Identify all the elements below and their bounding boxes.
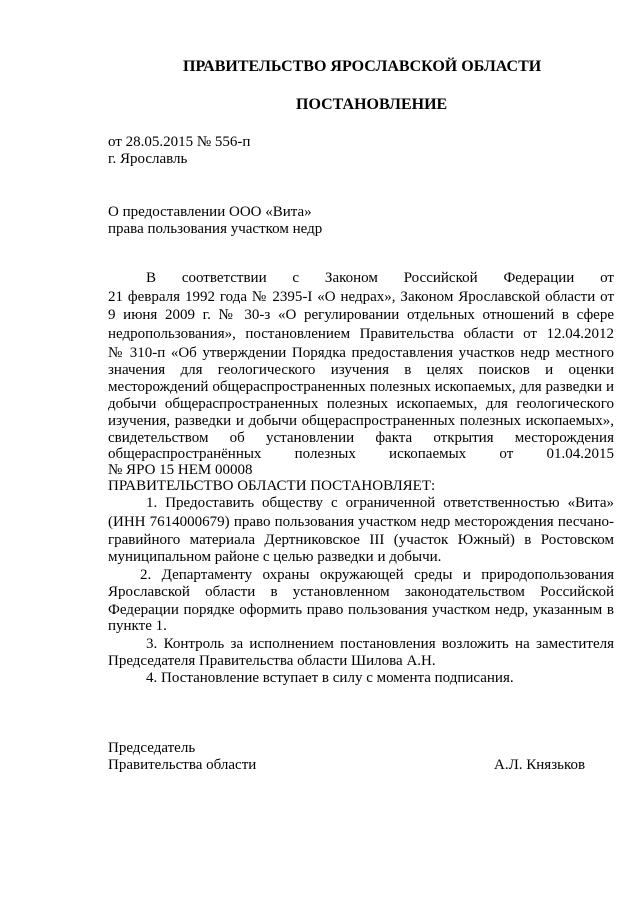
preamble-line-last: № ЯРО 15 НЕМ 00008: [108, 462, 253, 478]
preamble-line: общераспространённых полезных ископаемых от 01.04.2015: [108, 446, 614, 462]
item2-line: Ярославской области в установленном законодательством Российской: [108, 584, 614, 600]
item1-line: 1. Предоставить обществу с ограниченной ответственностью «Вита»: [146, 495, 614, 511]
subject-line-2: права пользования участком недр: [108, 221, 323, 237]
preamble-line: изучения, разведки и добычи общераспространенных полезных ископаемых»,: [108, 413, 614, 429]
resolves-heading: ПРАВИТЕЛЬСТВО ОБЛАСТИ ПОСТАНОВЛЯЕТ:: [108, 478, 436, 494]
preamble-line: № 310-п «Об утверждении Порядка предоставления участков недр местного: [108, 345, 614, 361]
item3-line: 3. Контроль за исполнением постановления возложить на заместителя: [146, 636, 614, 652]
item1-line: (ИНН 7614000679) право пользования участком недр месторождения песчано-: [108, 514, 614, 530]
item1-line-last: муниципальном районе с целью разведки и добычи.: [108, 549, 442, 565]
preamble-line: недропользования», постановлением Правительства области от 12.04.2012: [108, 326, 614, 342]
preamble-line: В соответствии с Законом Российской Федерации от: [146, 270, 614, 286]
date-number: от 28.05.2015 № 556-п: [108, 134, 251, 150]
preamble-line: свидетельством об установлении факта открытия месторождения: [108, 430, 614, 446]
signature-title-1: Председатель: [108, 740, 196, 756]
preamble-line: 9 июня 2009 г. № 30-з «О регулировании отдельных отношений в сфере: [108, 307, 614, 323]
item1-line: гравийного материала Дертниковское III (участок Южный) в Ростовском: [108, 532, 614, 548]
signature-name: А.Л. Князьков: [494, 757, 586, 773]
org-heading: ПРАВИТЕЛЬСТВО ЯРОСЛАВСКОЙ ОБЛАСТИ: [183, 58, 542, 75]
item4-line: 4. Постановление вступает в силу с момента подписания.: [146, 670, 514, 686]
item2-line: 2. Департаменту охраны окружающей среды и природопользования: [140, 567, 614, 583]
preamble-line: 21 февраля 1992 года № 2395-I «О недрах», Законом Ярославской области от: [108, 289, 614, 305]
preamble-line: значения для геологического изучения в целях поисков и оценки: [108, 362, 614, 378]
preamble-line: добычи общераспространенных полезных ископаемых, для геологического: [108, 396, 614, 412]
city: г. Ярославль: [108, 151, 188, 167]
item2-line: Федерации порядке оформить право пользования участком недр, указанным в: [108, 602, 614, 618]
preamble-line: месторождений общераспространенных полезных ископаемых, для разведки и: [108, 379, 614, 395]
item2-line-last: пункте 1.: [108, 618, 167, 634]
item3-line-last: Председателя Правительства области Шилова А.Н.: [108, 653, 436, 669]
signature-title-2: Правительства области: [108, 757, 257, 773]
subject-line-1: О предоставлении ООО «Вита»: [108, 204, 312, 220]
doc-type-heading: ПОСТАНОВЛЕНИЕ: [296, 96, 448, 113]
